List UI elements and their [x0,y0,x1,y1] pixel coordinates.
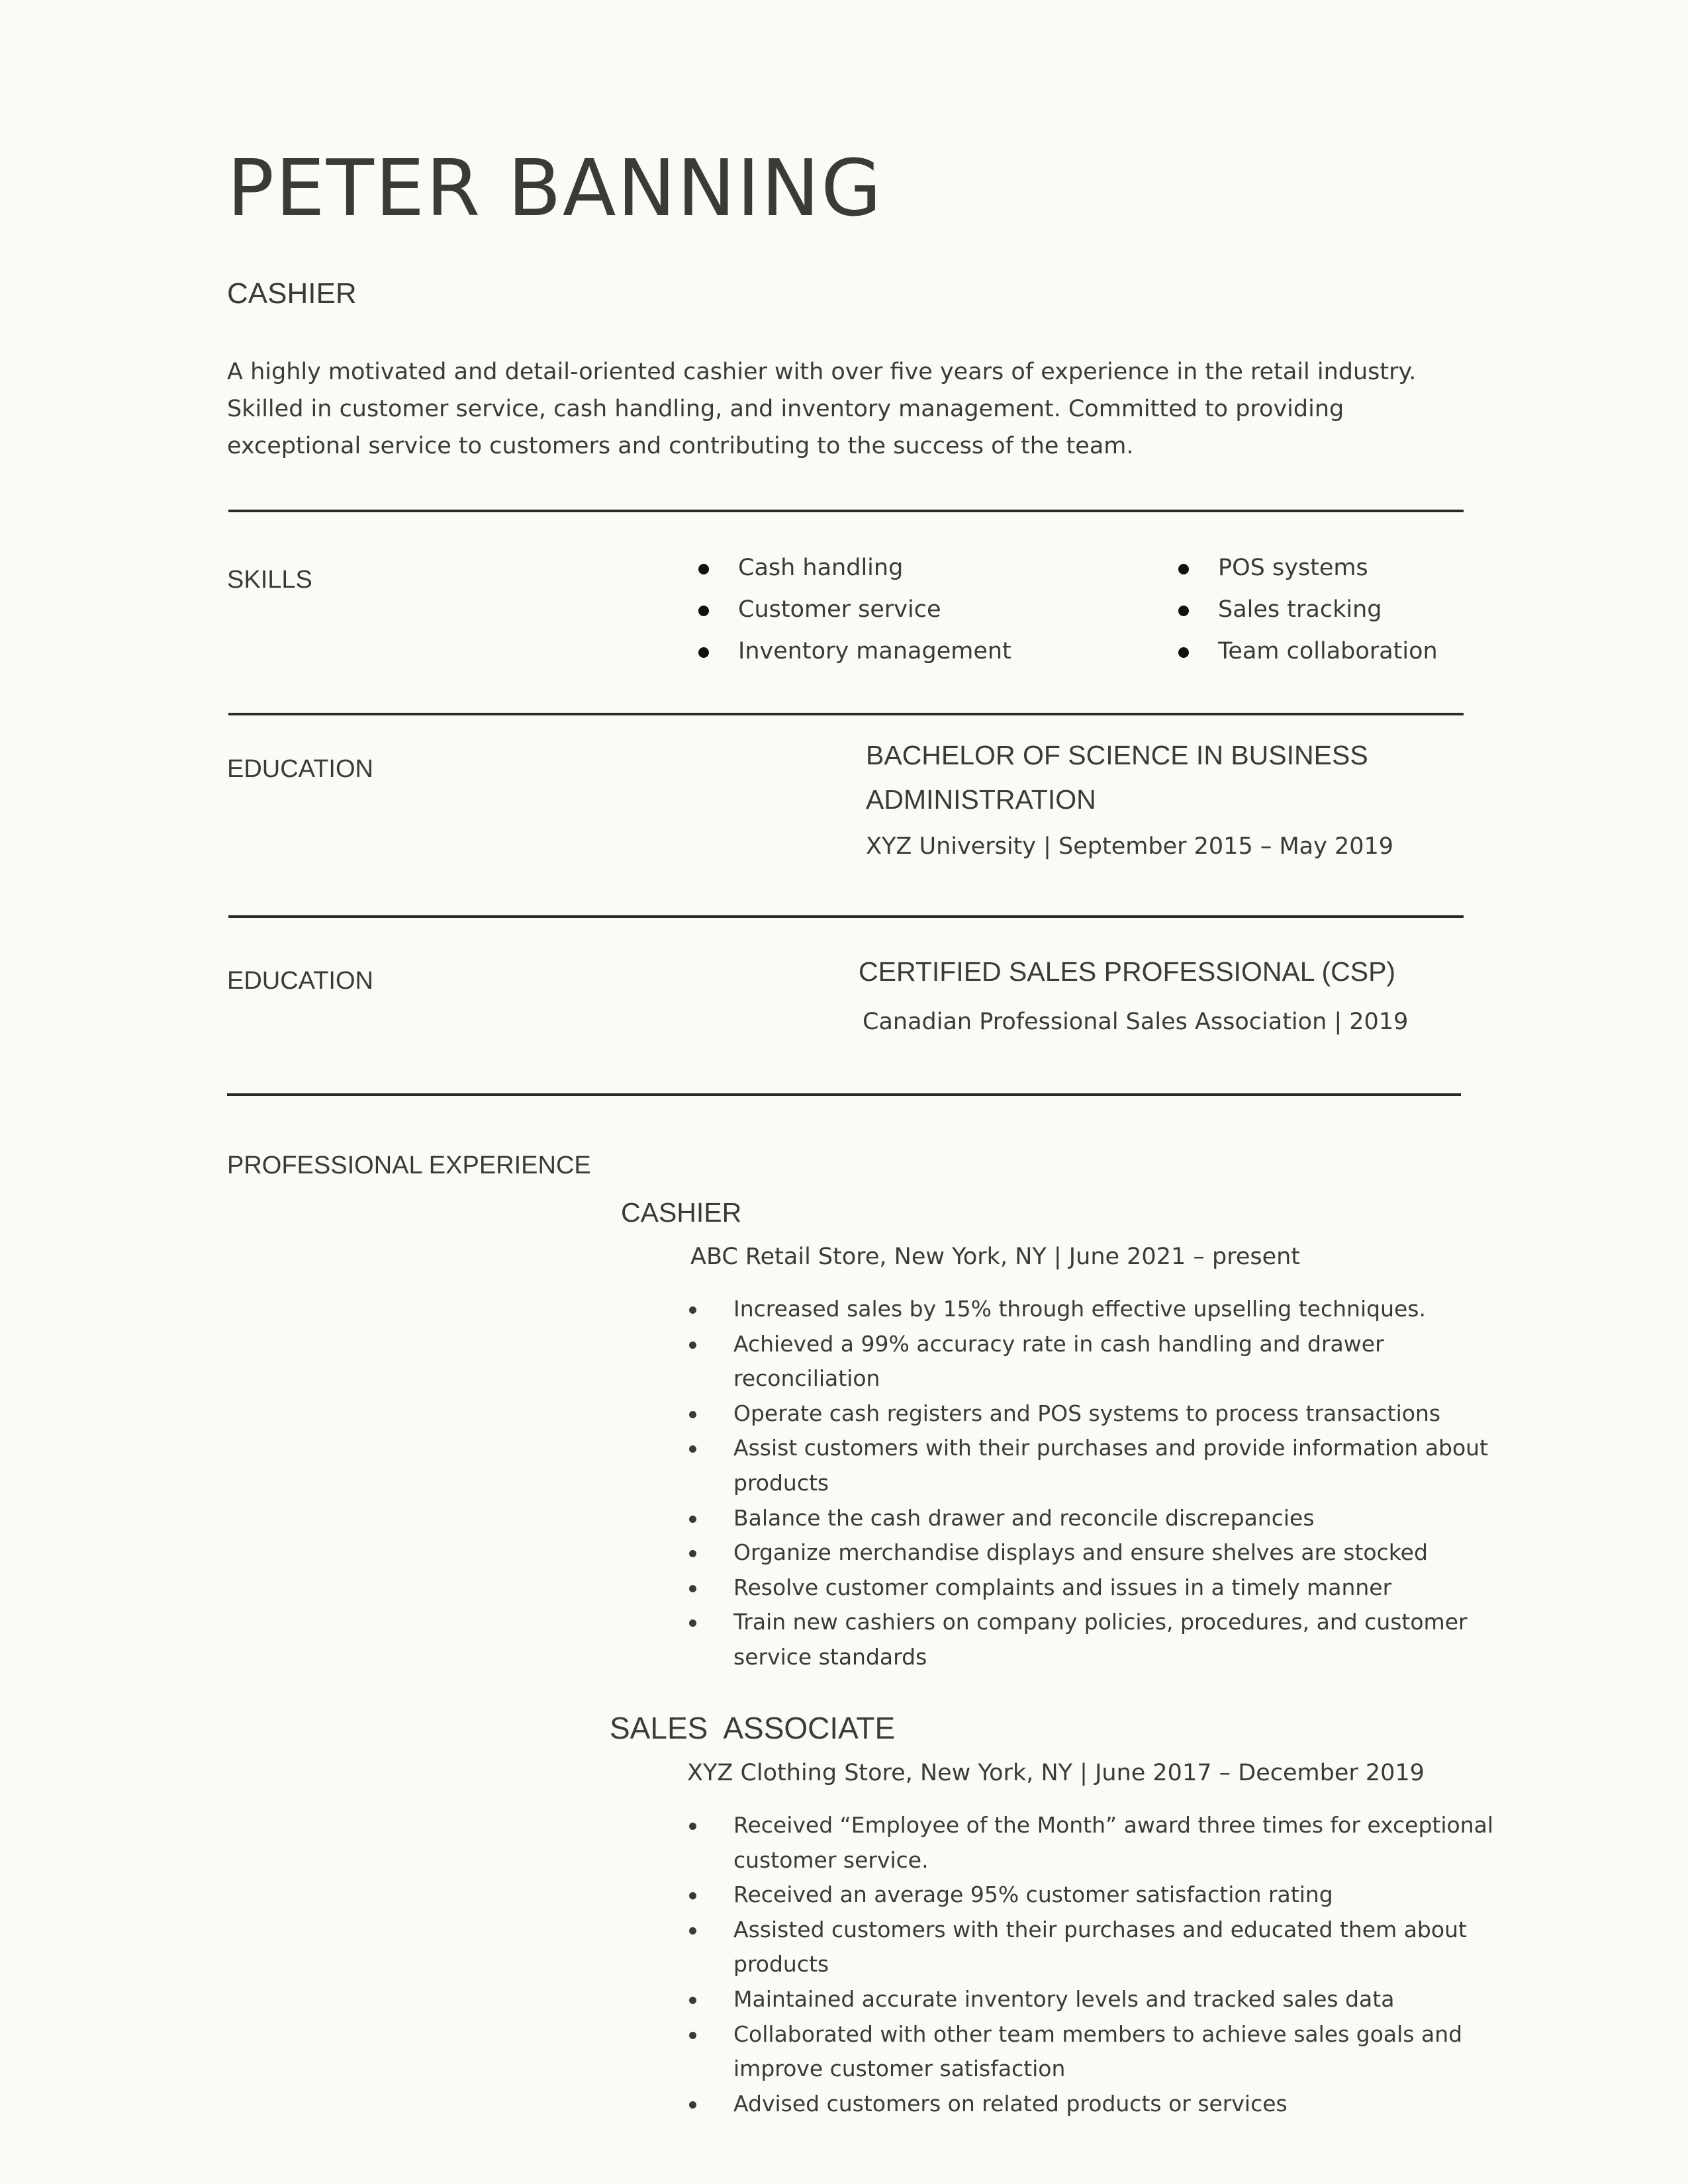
list-item [687,1292,1508,1327]
bullet-icon [689,1619,696,1627]
list-item [687,1913,1508,1982]
certification-title: CERTIFIED SALES PROFESSIONAL (CSP) [859,956,1396,987]
job-bullets [687,1808,1508,2121]
summary-paragraph: A highly motivated and detail-oriented cashier with over five years of experience in the retail industry. Skilled in customer service, cash handling, and inventory management. Committed to providing exceptional service to customers and contributing to the success of the team. [227,359,1417,459]
bullet-icon [1178,647,1189,658]
skill-label: Inventory management [738,638,1011,664]
certification-details: Canadian Professional Sales Association | 2019 [863,1009,1409,1035]
job-title: CASHIER [621,1197,742,1228]
bullet-icon [1178,606,1189,616]
candidate-role: CASHIER [227,277,357,310]
skill-item [1172,631,1438,672]
bullet-icon [698,564,709,574]
job-bullets [687,1292,1508,1675]
list-item [687,1396,1508,1432]
divider [228,915,1464,918]
job-details: XYZ Clothing Store, New York, NY | June 2017 – December 2019 [687,1760,1425,1786]
list-item [687,1808,1508,1878]
bullet-icon [689,1445,696,1453]
experience-heading: PROFESSIONAL EXPERIENCE [227,1152,591,1179]
skill-label: Sales tracking [1218,596,1382,623]
list-item [687,1605,1508,1674]
list-item [687,1501,1508,1536]
bullet-text: Maintained accurate inventory levels and tracked sales data [733,1985,1395,2012]
list-item [687,1878,1508,1913]
bullet-text: Received “Employee of the Month” award three times for exceptional customer service. [733,1812,1494,1873]
bullet-icon [1178,564,1189,574]
bullet-icon [698,647,709,658]
divider [228,510,1464,512]
skill-label: Cash handling [738,555,904,581]
bullet-text: Received an average 95% customer satisfaction rating [733,1882,1333,1908]
bullet-icon [689,1997,696,2004]
job-title: SALES ASSOCIATE [610,1711,896,1745]
skill-label: Customer service [738,596,941,623]
education-heading: EDUCATION [227,755,373,783]
skill-item [1172,589,1438,631]
bullet-icon [689,1342,696,1349]
bullet-icon [689,1927,696,1934]
list-item [687,2017,1508,2087]
list-item [687,1982,1508,2017]
bullet-text: Operate cash registers and POS systems to process transactions [733,1400,1441,1426]
skills-heading: SKILLS [227,566,312,594]
bullet-icon [689,1892,696,1899]
bullet-text: Achieved a 99% accuracy rate in cash handling and drawer reconciliation [733,1330,1384,1392]
bullet-icon [689,1306,696,1314]
skill-item [692,631,1011,672]
degree-details: XYZ University | September 2015 – May 2019 [866,833,1394,860]
bullet-icon [689,1585,696,1592]
bullet-text: Collaborated with other team members to achieve sales goals and improve customer satisfaction [733,2021,1463,2082]
bullet-text: Organize merchandise displays and ensure shelves are stocked [733,1539,1428,1566]
bullet-icon [689,2032,696,2039]
bullet-text: Increased sales by 15% through effective upselling techniques. [733,1296,1426,1322]
degree-title: BACHELOR OF SCIENCE IN BUSINESS ADMINISTRATION [866,740,1368,815]
bullet-icon [689,1411,696,1418]
list-item [687,1431,1508,1500]
bullet-text: Assisted customers with their purchases and educated them about products [733,1916,1467,1978]
bullet-text: Balance the cash drawer and reconcile discrepancies [733,1504,1315,1531]
job-details: ABC Retail Store, New York, NY | June 2021 – present [690,1244,1301,1270]
candidate-name: PETER BANNING [227,142,883,234]
certification-heading: EDUCATION [227,967,373,995]
skill-label: Team collaboration [1218,638,1438,664]
skill-item [1172,547,1438,589]
bullet-icon [689,2101,696,2109]
bullet-icon [689,1823,696,1830]
bullet-icon [698,606,709,616]
bullet-icon [689,1516,696,1523]
list-item [687,2087,1508,2122]
skill-label: POS systems [1218,555,1368,581]
bullet-text: Resolve customer complaints and issues in a timely manner [733,1574,1392,1600]
bullet-text: Assist customers with their purchases and provide information about products [733,1435,1489,1496]
bullet-text: Train new cashiers on company policies, procedures, and customer service standards [733,1609,1468,1670]
skills-list-column-2 [1172,547,1438,672]
bullet-icon [689,1550,696,1557]
list-item [687,1535,1508,1570]
list-item [687,1327,1508,1396]
divider [227,1093,1461,1096]
bullet-text: Advised customers on related products or services [733,2090,1288,2116]
divider [228,713,1464,715]
skill-item [692,589,1011,631]
skills-list-column-1 [692,547,1011,672]
skill-item [692,547,1011,589]
list-item [687,1570,1508,1606]
